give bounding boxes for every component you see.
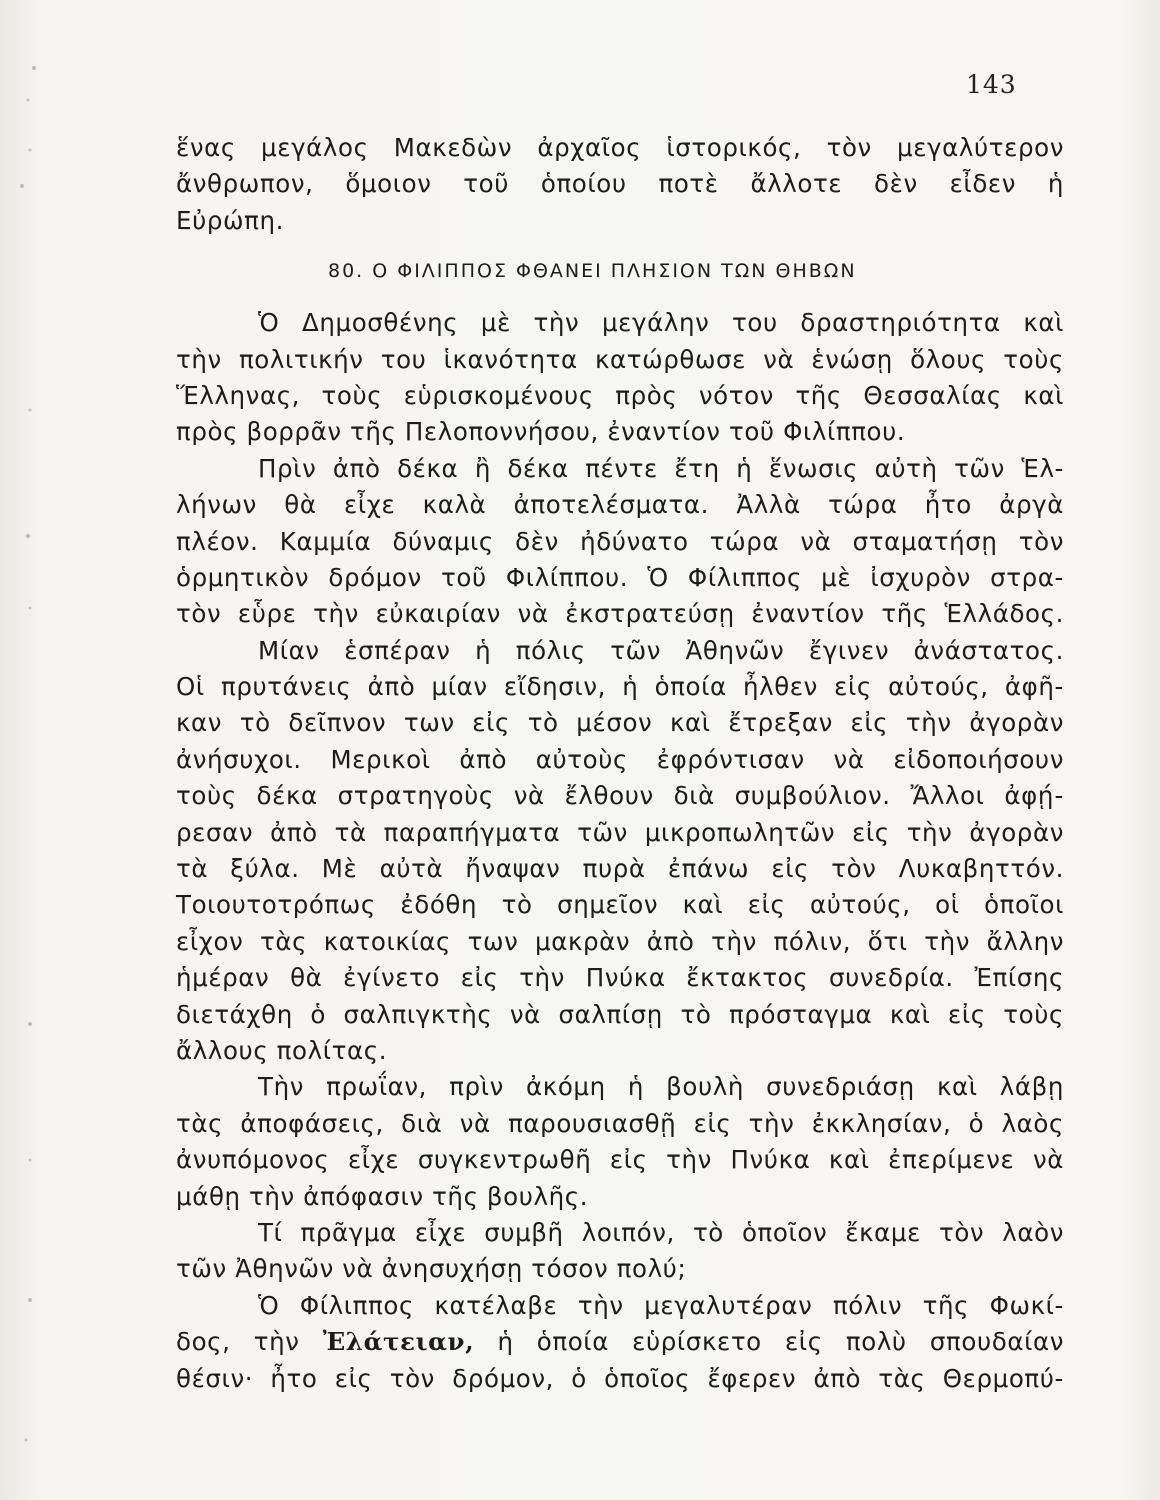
text-span: δος, τὴν — [176, 1327, 300, 1357]
text-line: Ἕλληνας, τοὺς εὑρισκομένους πρὸς νότον τῆς Θεσσαλίας καὶ — [176, 380, 1064, 410]
text-line: εἶχον τὰς κατοικίας των μακρὰν ἀπὸ τὴν πόλιν, ὅτι τὴν ἄλλην — [176, 926, 1064, 956]
text-line: τοὺς δέκα στρατηγοὺς νὰ ἔλθουν διὰ συμβούλιον. Ἄλλοι ἀφῄ- — [176, 781, 1064, 811]
text-line: λήνων θὰ εἶχε καλὰ ἀποτελέσματα. Ἀλλὰ τώρα ἦτο ἀργὰ — [176, 490, 1064, 520]
text-line: Εὐρώπη. — [176, 205, 284, 235]
binding-hole — [28, 1022, 32, 1026]
text-line: ἕνας μεγάλος Μακεδὼν ἀρχαῖος ἱστορικός, τὸν μεγαλύτερον — [176, 133, 1064, 162]
text-line: ὁρμητικὸν δρόμον τοῦ Φιλίππου. Ὁ Φίλιππος μὲ ἰσχυρὸν στρα- — [176, 562, 1064, 592]
text-line: ἄλλους πολίτας. — [176, 1035, 388, 1065]
binding-hole — [26, 534, 30, 538]
text-body — [176, 130, 1064, 1397]
text-line: Τὴν πρωΐαν, πρὶν ἀκόμη ἡ βουλὴ συνεδριάσῃ καὶ λάβῃ — [258, 1072, 1064, 1102]
text-line: Πρὶν ἀπὸ δέκα ἢ δέκα πέντε ἔτη ἡ ἕνωσις αὐτὴ τῶν Ἑλ- — [258, 453, 1064, 483]
binding-hole — [29, 607, 32, 610]
text-line: θέσιν· ἦτο εἰς τὸν δρόμον, ὁ ὁποῖος ἔφερεν ἀπὸ τὰς Θερμοπύ- — [176, 1363, 1064, 1393]
text-line: Τοιουτοτρόπως ἐδόθη τὸ σημεῖον καὶ εἰς αὐτούς, οἱ ὁποῖοι — [176, 890, 1064, 920]
text-line: Μίαν ἑσπέραν ἡ πόλις τῶν Ἀθηνῶν ἔγινεν ἀνάστατος. — [258, 635, 1064, 665]
text-line: καν τὸ δεῖπνον των εἰς τὸ μέσον καὶ ἔτρεξαν εἰς τὴν ἀγορὰν — [176, 708, 1064, 738]
text-span: ἡ ὁποία εὑρίσκετο εἰς πολὺ σπουδαίαν — [497, 1327, 1064, 1357]
text-line: Ὁ Δημοσθένης μὲ τὴν μεγάλην του δραστηριότητα καὶ — [258, 308, 1064, 338]
binding-hole — [27, 99, 30, 102]
text-line: διετάχθη ὁ σαλπιγκτὴς νὰ σαλπίσῃ τὸ πρόσταγμα καὶ εἰς τοὺς — [176, 999, 1064, 1029]
section-heading: 80. Ο ΦΙΛΙΠΠΟΣ ΦΘΑΝΕΙ ΠΛΗΣΙΟΝ ΤΩΝ ΘΗΒΩΝ — [328, 260, 857, 283]
binding-hole — [28, 1298, 32, 1302]
binding-hole — [20, 184, 24, 188]
text-line: πλέον. Καμμία δύναμις δὲν ἠδύνατο τώρα νὰ σταματήσῃ τὸν — [176, 526, 1064, 556]
text-line: ἄνθρωπον, ὅμοιον τοῦ ὁποίου ποτὲ ἄλλοτε δὲν εἶδεν ἡ — [176, 169, 1064, 199]
text-line: πρὸς βορρᾶν τῆς Πελοποννήσου, ἐναντίον τοῦ Φιλίππου. — [176, 417, 906, 447]
binding-hole — [29, 1159, 32, 1162]
text-line: τῶν Ἀθηνῶν νὰ ἀνησυχήσῃ τόσον πολύ; — [176, 1254, 687, 1284]
binding-hole — [29, 149, 32, 152]
text-line: Τί πρᾶγμα εἶχε συμβῆ λοιπόν, τὸ ὁποῖον ἔκαμε τὸν λαὸν — [258, 1217, 1064, 1247]
text-line: Ὁ Φίλιππος κατέλαβε τὴν μεγαλυτέραν πόλιν τῆς Φωκί- — [258, 1290, 1064, 1320]
binding-hole — [29, 409, 32, 412]
text-line: μάθῃ τὴν ἀπόφασιν τῆς βουλῆς. — [176, 1181, 589, 1211]
binding-hole — [32, 66, 36, 70]
text-line: ἀνυπόμονος εἶχε συγκεντρωθῆ εἰς τὴν Πνύκα καὶ ἐπερίμενε νὰ — [176, 1145, 1064, 1175]
bold-place-name: Ἐλάτειαν, — [322, 1327, 475, 1357]
text-line: ἡμέραν θὰ ἐγίνετο εἰς τὴν Πνύκα ἔκτακτος συνεδρία. Ἐπίσης — [176, 963, 1064, 993]
text-line: ἀνήσυχοι. Μερικοὶ ἀπὸ αὐτοὺς ἐφρόντισαν νὰ εἰδοποιήσουν — [176, 744, 1064, 774]
binding-hole — [25, 1439, 28, 1442]
text-line: τὴν πολιτικήν του ἱκανότητα κατώρθωσε νὰ ἑνώσῃ ὅλους τοὺς — [176, 344, 1064, 374]
page-number: 143 — [966, 70, 1017, 99]
binding-holes-decoration — [0, 0, 60, 1500]
text-line: Οἱ πρυτάνεις ἀπὸ μίαν εἴδησιν, ἡ ὁποία ἦλθεν εἰς αὐτούς, ἀφῆ- — [176, 672, 1064, 702]
text-line: ρεσαν ἀπὸ τὰ παραπήγματα τῶν μικροπωλητῶν εἰς τὴν ἀγορὰν — [176, 817, 1064, 847]
text-line: τὰς ἀποφάσεις, διὰ νὰ παρουσιασθῇ εἰς τὴν ἐκκλησίαν, ὁ λαὸς — [176, 1108, 1064, 1138]
text-line: τὸν εὗρε τὴν εὐκαιρίαν νὰ ἐκστρατεύσῃ ἐναντίον τῆς Ἑλλάδος. — [176, 599, 1064, 629]
text-line: τὰ ξύλα. Μὲ αὐτὰ ἤναψαν πυρὰ ἐπάνω εἰς τὸν Λυκαβηττόν. — [176, 854, 1064, 884]
text-line-with-bold — [176, 1324, 1064, 1360]
